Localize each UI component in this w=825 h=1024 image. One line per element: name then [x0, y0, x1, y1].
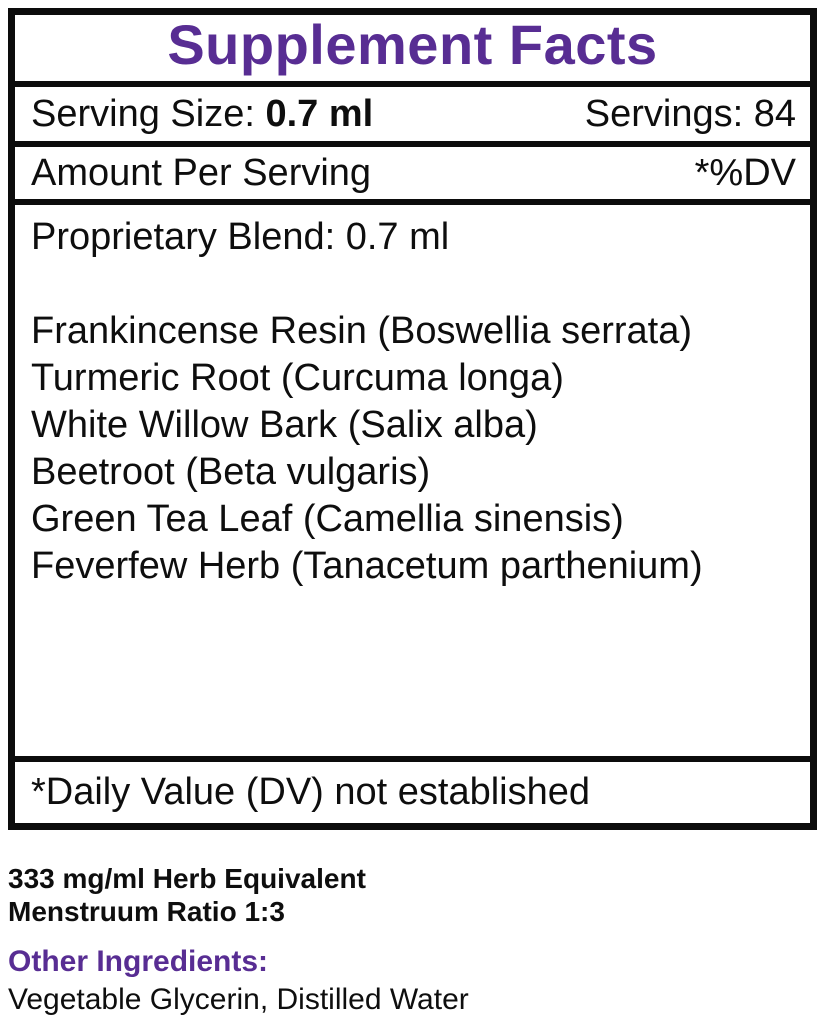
- panel-title-row: [15, 15, 810, 87]
- below-panel-info: [8, 862, 817, 1019]
- dv-column-header: *%DV: [694, 151, 796, 194]
- ingredient-item: Beetroot (Beta vulgaris): [31, 451, 431, 493]
- page-title: Supplement Facts: [167, 13, 658, 76]
- daily-value-footnote-row: [15, 762, 810, 823]
- proprietary-blend-heading: Proprietary Blend: 0.7 ml: [31, 216, 450, 258]
- ingredient-item: Turmeric Root (Curcuma longa): [31, 357, 564, 399]
- servings-count: Servings: 84: [584, 92, 796, 135]
- amount-per-serving-row: [15, 147, 810, 205]
- serving-row: [15, 87, 810, 147]
- ingredient-item: Green Tea Leaf (Camellia sinensis): [31, 498, 624, 540]
- serving-size-label: Serving Size:: [31, 92, 255, 135]
- herb-equivalent-line: 333 mg/ml Herb Equivalent: [8, 863, 366, 894]
- other-ingredients-list: Vegetable Glycerin, Distilled Water: [8, 983, 469, 1016]
- proprietary-blend-section: [15, 205, 810, 762]
- ingredient-item: Feverfew Herb (Tanacetum parthenium): [31, 545, 703, 587]
- ingredient-item: Frankincense Resin (Boswellia serrata): [31, 310, 693, 352]
- ingredient-list: [31, 308, 796, 590]
- supplement-facts-panel: [8, 8, 817, 830]
- other-ingredients-heading: Other Ingredients:: [8, 945, 269, 978]
- serving-size: [31, 93, 373, 136]
- daily-value-footnote: *Daily Value (DV) not established: [31, 771, 591, 813]
- menstruum-ratio-line: Menstruum Ratio 1:3: [8, 896, 285, 927]
- serving-size-value: 0.7 ml: [265, 92, 374, 135]
- amount-per-serving-label: Amount Per Serving: [31, 151, 372, 194]
- ingredient-item: White Willow Bark (Salix alba): [31, 404, 538, 446]
